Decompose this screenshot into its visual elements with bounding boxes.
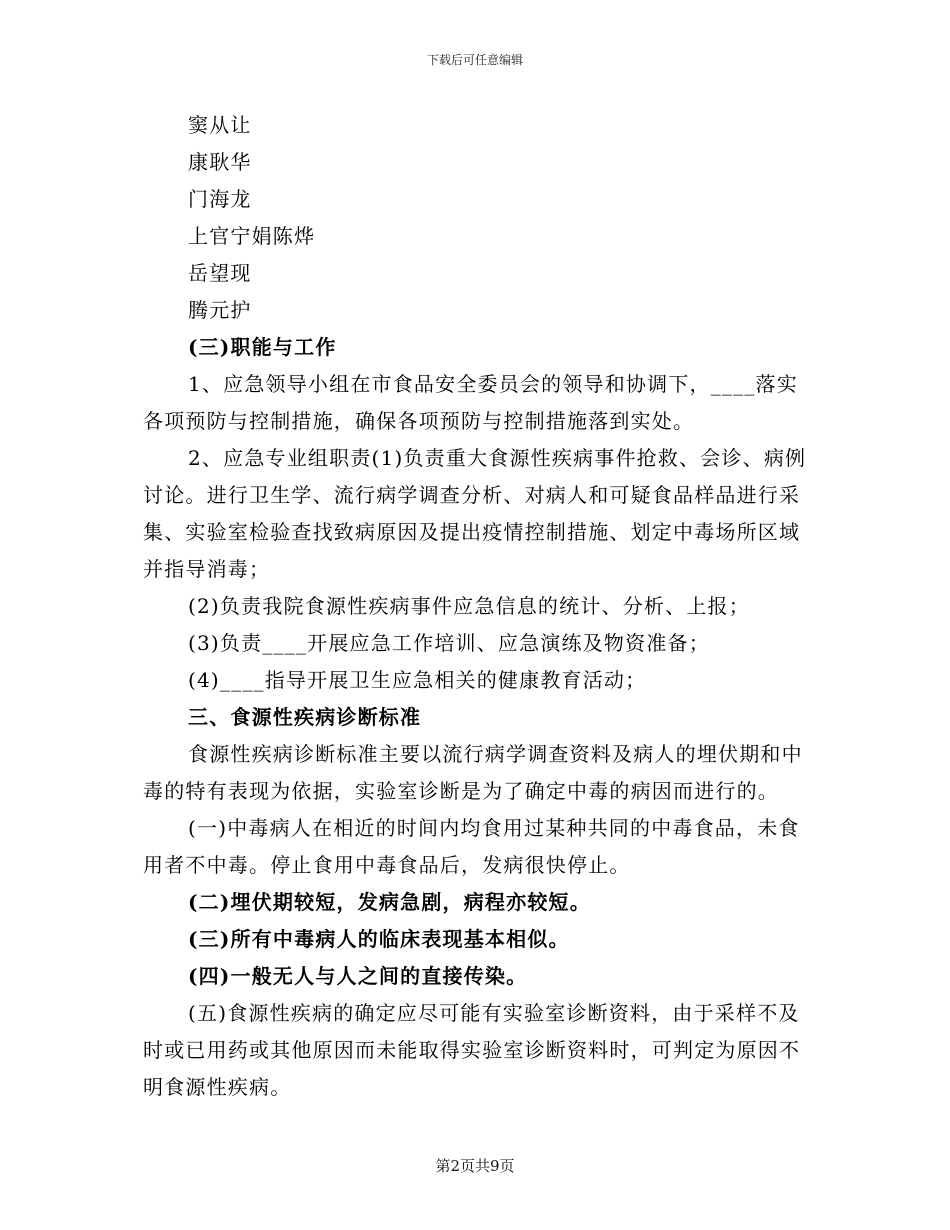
paragraph-criterion-4: (四)一般无人与人之间的直接传染。: [188, 964, 528, 988]
member-name: 腾元护: [188, 298, 252, 322]
member-name: 门海龙: [188, 187, 252, 211]
member-name: 窦从让: [188, 113, 252, 137]
section-heading-functions: (三)职能与工作: [188, 335, 337, 359]
paragraph-criterion-2: (二)埋伏期较短，发病急剧，病程亦较短。: [188, 890, 591, 914]
paragraph-criterion-3: (三)所有中毒病人的临床表现基本相似。: [188, 927, 570, 951]
paragraph-criterion-1: (一)中毒病人在相近的时间内均食用过某种共同的中毒食品，未食用者不中毒。停止食用中毒食品后，发病很快停止。: [143, 816, 800, 877]
member-name: 康耿华: [188, 150, 252, 174]
member-name: 岳望现: [188, 261, 252, 285]
paragraph-diagnosis-intro: 食源性疾病诊断标准主要以流行病学调查资料及病人的埋伏期和中毒的特有表现为依据，实验室诊断是为了确定中毒的病因而进行的。: [143, 742, 803, 803]
member-name: 上官宁娟陈烨: [188, 224, 316, 248]
document-body: [143, 107, 808, 1106]
paragraph-professional-group: 2、应急专业组职责(1)负责重大食源性疾病事件抢救、会诊、病例讨论。进行卫生学、流行病学调查分析、对病人和可疑食品样品进行采集、实验室检验查找致病原因及提出疫情控制措施、划定中毒场所区域并指导消毒；: [143, 446, 807, 581]
paragraph-leadership-group: 1、应急领导小组在市食品安全委员会的领导和协调下，____落实各项预防与控制措施，确保各项预防与控制措施落到实处。: [143, 372, 798, 433]
paragraph-duty-4: (4)____指导开展卫生应急相关的健康教育活动；: [188, 668, 647, 692]
page-header-note: 下载后可任意编辑: [426, 53, 523, 67]
paragraph-criterion-5: (五)食源性疾病的确定应尽可能有实验室诊断资料，由于采样不及时或已用药或其他原因而未能取得实验室诊断资料时，可判定为原因不明食源性疾病。: [143, 1001, 801, 1099]
paragraph-duty-2: (2)负责我院食源性疾病事件应急信息的统计、分析、上报；: [188, 594, 750, 618]
paragraph-duty-3: (3)负责____开展应急工作培训、应急演练及物资准备；: [188, 631, 710, 655]
page-number: 第2页共9页: [435, 1157, 515, 1175]
section-heading-diagnosis: 三、食源性疾病诊断标准: [188, 705, 422, 729]
